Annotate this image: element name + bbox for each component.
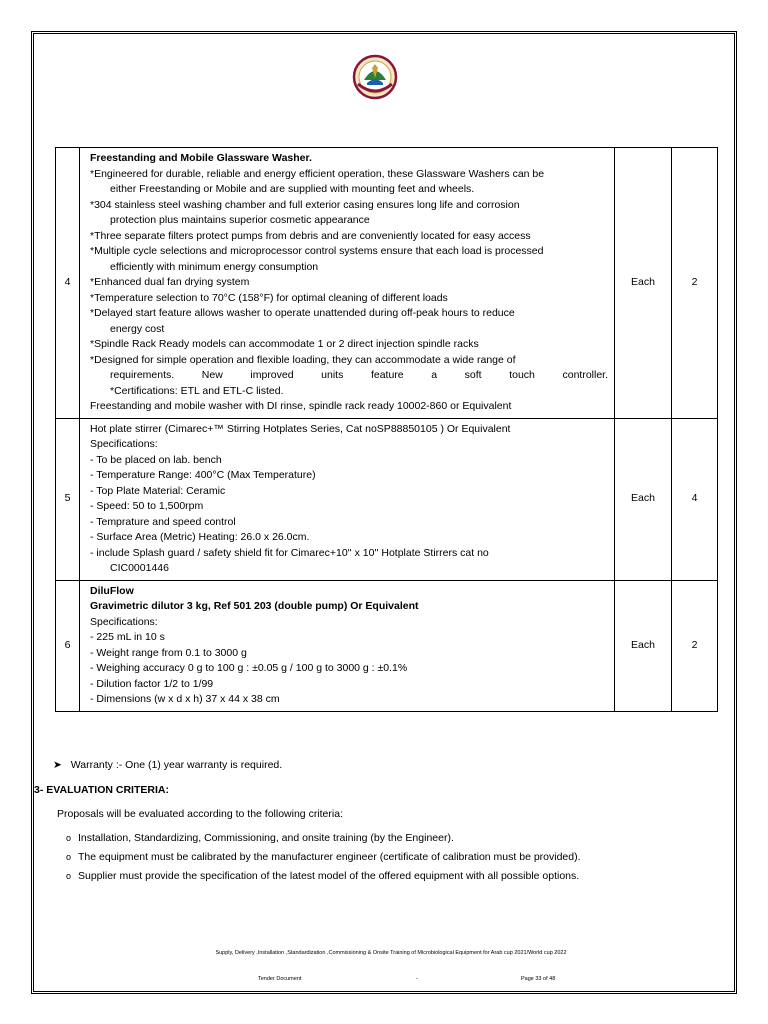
items-table — [55, 147, 718, 712]
item-description — [80, 148, 615, 419]
circle-bullet-icon: o — [66, 871, 72, 881]
footer-dash: - — [416, 976, 418, 982]
table-row — [56, 580, 718, 711]
item-quantity: 4 — [672, 418, 718, 580]
description-line: - Dimensions (w x d x h) 37 x 44 x 38 cm — [90, 693, 280, 705]
item-description — [80, 418, 615, 580]
description-line: Specifications: — [90, 615, 158, 628]
item-number: 6 — [56, 580, 80, 711]
description-line: - Weight range from 0.1 to 3000 g — [90, 646, 247, 659]
table-row — [56, 418, 718, 580]
footer-title: Supply, Delivery ,Installation ,Standardization ,Commissioning & Onsite Training of Microbiological Equipment for Arab cup 2021/World cup 2022 — [215, 950, 567, 956]
list-item — [66, 867, 581, 886]
item-quantity: 2 — [672, 580, 718, 711]
description-line: - Speed: 50 to 1,500rpm — [90, 500, 204, 512]
table-row — [56, 148, 718, 419]
list-item — [66, 829, 581, 848]
description-line: *Delayed start feature allows washer to operate unattended during off-peak hours to reduce — [90, 307, 515, 319]
description-line: - Dilution factor 1/2 to 1/99 — [90, 677, 214, 690]
description-line: requirements. New improved units feature a soft touch controller. — [110, 369, 608, 381]
item-description — [80, 580, 615, 711]
description-line: energy cost — [110, 322, 165, 335]
description-line: either Freestanding or Mobile and are supplied with mounting feet and wheels. — [110, 183, 475, 195]
description-line: protection plus maintains superior cosmetic appearance — [110, 214, 370, 226]
circle-bullet-icon: o — [66, 852, 72, 862]
footer-doc-label: Tender Document — [258, 976, 302, 982]
description-line: Freestanding and mobile washer with DI rinse, spindle rack ready 10002-860 or Equivalent — [90, 400, 512, 412]
description-line: - Top Plate Material: Ceramic — [90, 484, 226, 497]
description-line: *Engineered for durable, reliable and energy efficient operation, these Glassware Washers can be — [90, 167, 545, 180]
description-line: Specifications: — [90, 438, 158, 450]
description-line: - 225 mL in 10 s — [90, 631, 165, 643]
item-number: 5 — [56, 418, 80, 580]
item-unit: Each — [615, 418, 672, 580]
item-number: 4 — [56, 148, 80, 419]
description-line: *Temperature selection to 70°C (158°F) for optimal cleaning of different loads — [90, 291, 448, 304]
description-line: *304 stainless steel washing chamber and full exterior casing ensures long life and corrosion — [90, 198, 520, 211]
description-line: Freestanding and Mobile Glassware Washer. — [90, 152, 312, 164]
circle-bullet-icon: o — [66, 833, 72, 843]
description-line: *Designed for simple operation and flexible loading, they can accommodate a wide range of — [90, 353, 516, 366]
description-line: *Spindle Rack Ready models can accommodate 1 or 2 direct injection spindle racks — [90, 338, 479, 350]
page-number: Page 33 of 48 — [521, 976, 556, 982]
description-line: *Three separate filters protect pumps from debris and are conveniently located for easy access — [90, 229, 531, 242]
criteria-text: Installation, Standardizing, Commissioning, and onsite training (by the Engineer). — [78, 832, 454, 844]
description-line: - include Splash guard / safety shield fit for Cimarec+10'' x 10'' Hotplate Stirrers cat no — [90, 546, 489, 559]
description-line: - Weighing accuracy 0 g to 100 g : ±0.05 g / 100 g to 3000 g : ±0.1% — [90, 662, 408, 674]
section-title: 3- EVALUATION CRITERIA: — [34, 784, 169, 796]
section-intro: Proposals will be evaluated according to the following criteria: — [57, 808, 343, 820]
list-item — [66, 848, 581, 867]
description-line: *Multiple cycle selections and microprocessor control systems ensure that each load is processed — [90, 245, 544, 257]
description-line: CIC0001446 — [110, 562, 169, 574]
item-unit: Each — [615, 580, 672, 711]
description-line: *Enhanced dual fan drying system — [90, 276, 250, 288]
description-line: - Surface Area (Metric) Heating: 26.0 x 26.0cm. — [90, 531, 310, 543]
arrow-bullet-icon: ➤ — [53, 759, 62, 771]
ministry-emblem-icon — [352, 54, 398, 100]
warranty-note — [53, 759, 282, 771]
criteria-text: Supplier must provide the specification of the latest model of the offered equipment with all possible options. — [78, 870, 580, 882]
description-line: DiluFlow — [90, 584, 134, 597]
description-line: efficiently with minimum energy consumption — [110, 260, 319, 273]
criteria-list — [66, 829, 581, 886]
description-line: - Temprature and speed control — [90, 515, 236, 528]
description-line: Hot plate stirrer (Cimarec+™ Stirring Hotplates Series, Cat noSP88850105 ) Or Equivalent — [90, 422, 511, 435]
warranty-text: Warranty :- One (1) year warranty is required. — [70, 759, 283, 771]
description-line: Gravimetric dilutor 3 kg, Ref 501 203 (double pump) Or Equivalent — [90, 600, 419, 612]
description-line: - Temperature Range: 400°C (Max Temperature) — [90, 469, 316, 481]
criteria-text: The equipment must be calibrated by the manufacturer engineer (certificate of calibration must be provided). — [78, 851, 581, 863]
item-unit: Each — [615, 148, 672, 419]
description-line: *Certifications: ETL and ETL-C listed. — [110, 384, 284, 397]
description-line: - To be placed on lab. bench — [90, 453, 222, 466]
item-quantity: 2 — [672, 148, 718, 419]
